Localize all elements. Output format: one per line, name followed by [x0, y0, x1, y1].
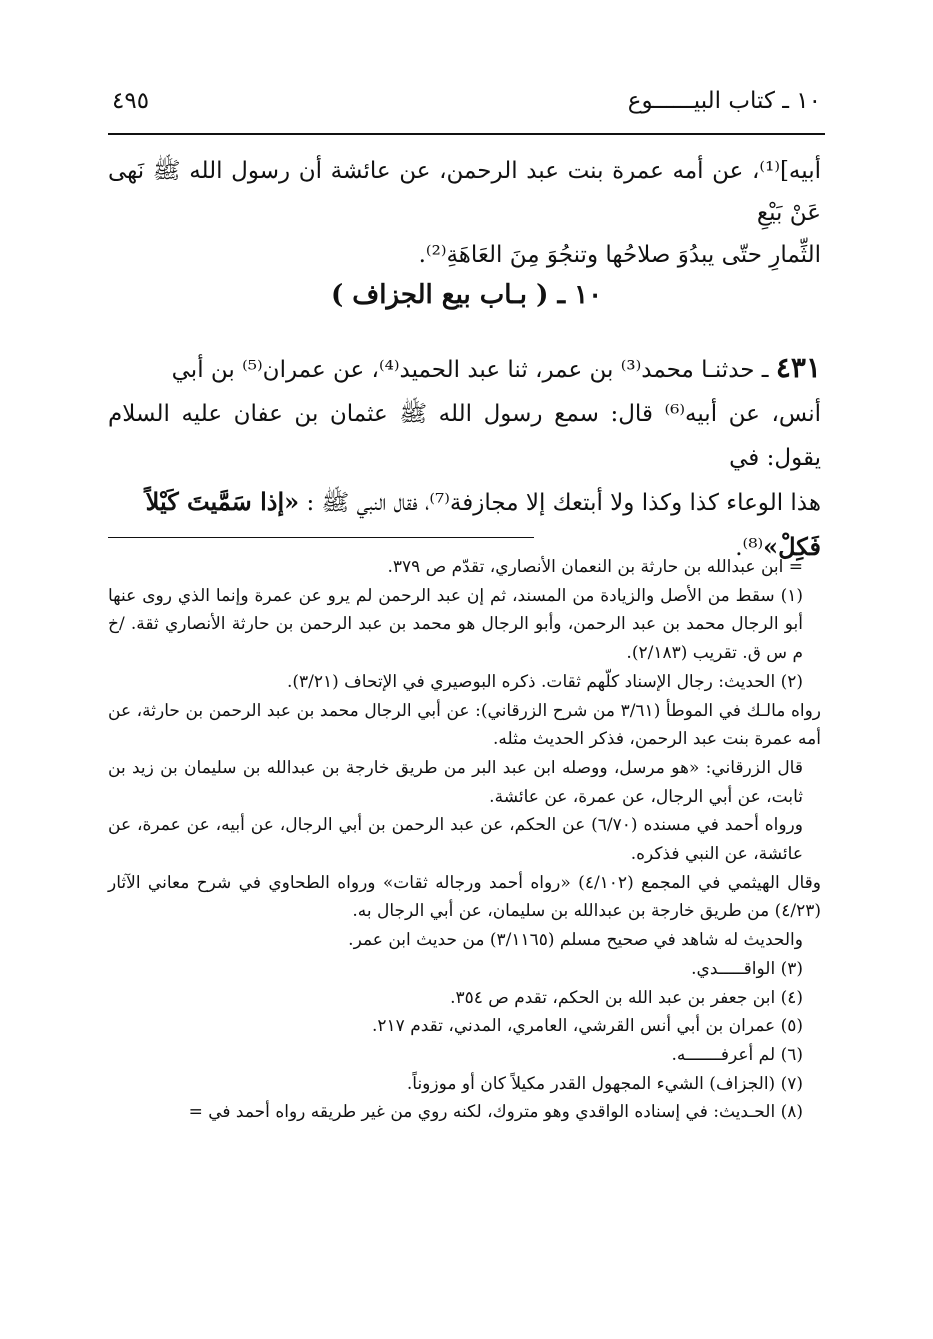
- footnote: = ابن عبدالله بن حارثة بن النعمان الأنصاري، تقدّم ص ٣٧٩.: [387, 557, 803, 577]
- footnote: (٦) لم أعرفـــــــه.: [671, 1044, 803, 1065]
- hadith-line: [108, 346, 821, 392]
- footnote: (٧) (الجزاف) الشيء المجهول القدر مكيلاً كان أو موزوناً.: [406, 1073, 803, 1094]
- footnote: رواه مالـك في الموطأ (٣/٦١ من شرح الزرقاني): عن أبي الرجال محمد بن عبد الرحمن بن حارثة، عن أمه عمرة بنت عبد الرحمن، فذكر الحديث مثله.: [108, 700, 821, 750]
- footnote: (٢) الحديث: رجال الإسناد كلّهم ثقات. ذكره البوصيري في الإتحاف (٣/٢١).: [286, 671, 803, 692]
- hadith-text: ـ حدثنـا محمد⁽³⁾ بن عمر، ثنا عبد الحميد⁽⁴⁾، عن عمران⁽⁵⁾ بن أبي: [171, 357, 769, 383]
- header-rule: [108, 133, 825, 135]
- footnote: (٨) الحـديث: في إسناده الواقدي وهو متروك، لكنه روي من غير طريقه رواه أحمد في =: [188, 1102, 803, 1123]
- prophetic-saying: فَكِلْ»: [763, 532, 821, 561]
- running-title: ١٠ ـ كتاب البيــــــوع: [627, 88, 821, 114]
- continuation-line: أبيه]⁽¹⁾، عن أمه عمرة بنت عبد الرحمن، عن عائشة أن رسول الله ﷺ نَهى عَنْ بَيْعِ: [108, 158, 821, 226]
- prophetic-saying: «إذا سَمَّيتَ كَيْلاً: [145, 487, 300, 516]
- hadith-line: [108, 480, 821, 525]
- footnote: ورواه أحمد في مسنده (٦/٧٠) عن الحكم، عن عبد الرحمن بن أبي الرجال، عن أبيه، عن عمرة، عن عائشة، عن النبي فذكره.: [108, 815, 803, 865]
- hadith-line: أنس، عن أبيه⁽⁶⁾ قال: سمع رسول الله ﷺ عثمان بن عفان عليه السلام يقول: في: [108, 401, 821, 471]
- footnote: وقال الهيثمي في المجمع (٤/١٠٢) «رواه أحمد ورجاله ثقات» ورواه الطحاوي في شرح معاني الآثار (٤/٢٣) من طريق خارجة بن عبدالله بن سليمان، عن أبي الرجال به.: [108, 872, 821, 922]
- hadith-number: ٤٣١: [775, 351, 821, 384]
- footnote: (٣) الواقـــــدي.: [691, 958, 803, 979]
- hadith-text: هذا الوعاء كذا وكذا ولا أبتعك إلا مجازفة⁽⁷⁾، فقال النبي ﷺ :: [306, 490, 821, 516]
- footnote-marker: ⁽⁸⁾.: [735, 535, 764, 561]
- continuation-text: [108, 150, 821, 276]
- footnote: (٤) ابن جعفر بن عبد الله بن الحكم، تقدم ص ٣٥٤.: [450, 987, 803, 1008]
- continuation-line: الثِّمارِ حتّى يبدُوَ صلاحُها وتنجُوَ مِنَ العَاهَةِ⁽²⁾.: [418, 242, 821, 268]
- footnote-rule: [108, 537, 534, 538]
- footnote: (١) سقط من الأصل والزيادة من المسند، ثم إن عبد الرحمن لم يرو عن عمرة وإنما الذي روى عنها أبو الرجال محمد بن عبد الرحمن، وأبو الرجال هو محمد بن عبد الرحمن بن حارثة الأنصاري ثقة. /خ م س ق. تقريب (٢/١٨٣).: [108, 585, 803, 664]
- chapter-heading: ١٠ ـ ( بـاب بيع الجزاف ): [330, 280, 603, 310]
- footnote: (٥) عمران بن أبي أنس القرشي، العامري، المدني، تقدم ٢١٧.: [371, 1016, 803, 1037]
- footnotes: [108, 553, 821, 1127]
- footnote: قال الزرقاني: «هو مرسل، ووصله ابن عبد البر من طريق خارجة بن عبدالله بن سليمان بن زيد بن ثابت، عن أبي الرجال، عن عمرة، عن عائشة.: [108, 757, 803, 807]
- page-number: ٤٩٥: [112, 88, 150, 114]
- page-header: [112, 88, 821, 128]
- footnote: والحديث له شاهد في صحيح مسلم (٣/١١٦٥) من حديث ابن عمر.: [348, 930, 803, 951]
